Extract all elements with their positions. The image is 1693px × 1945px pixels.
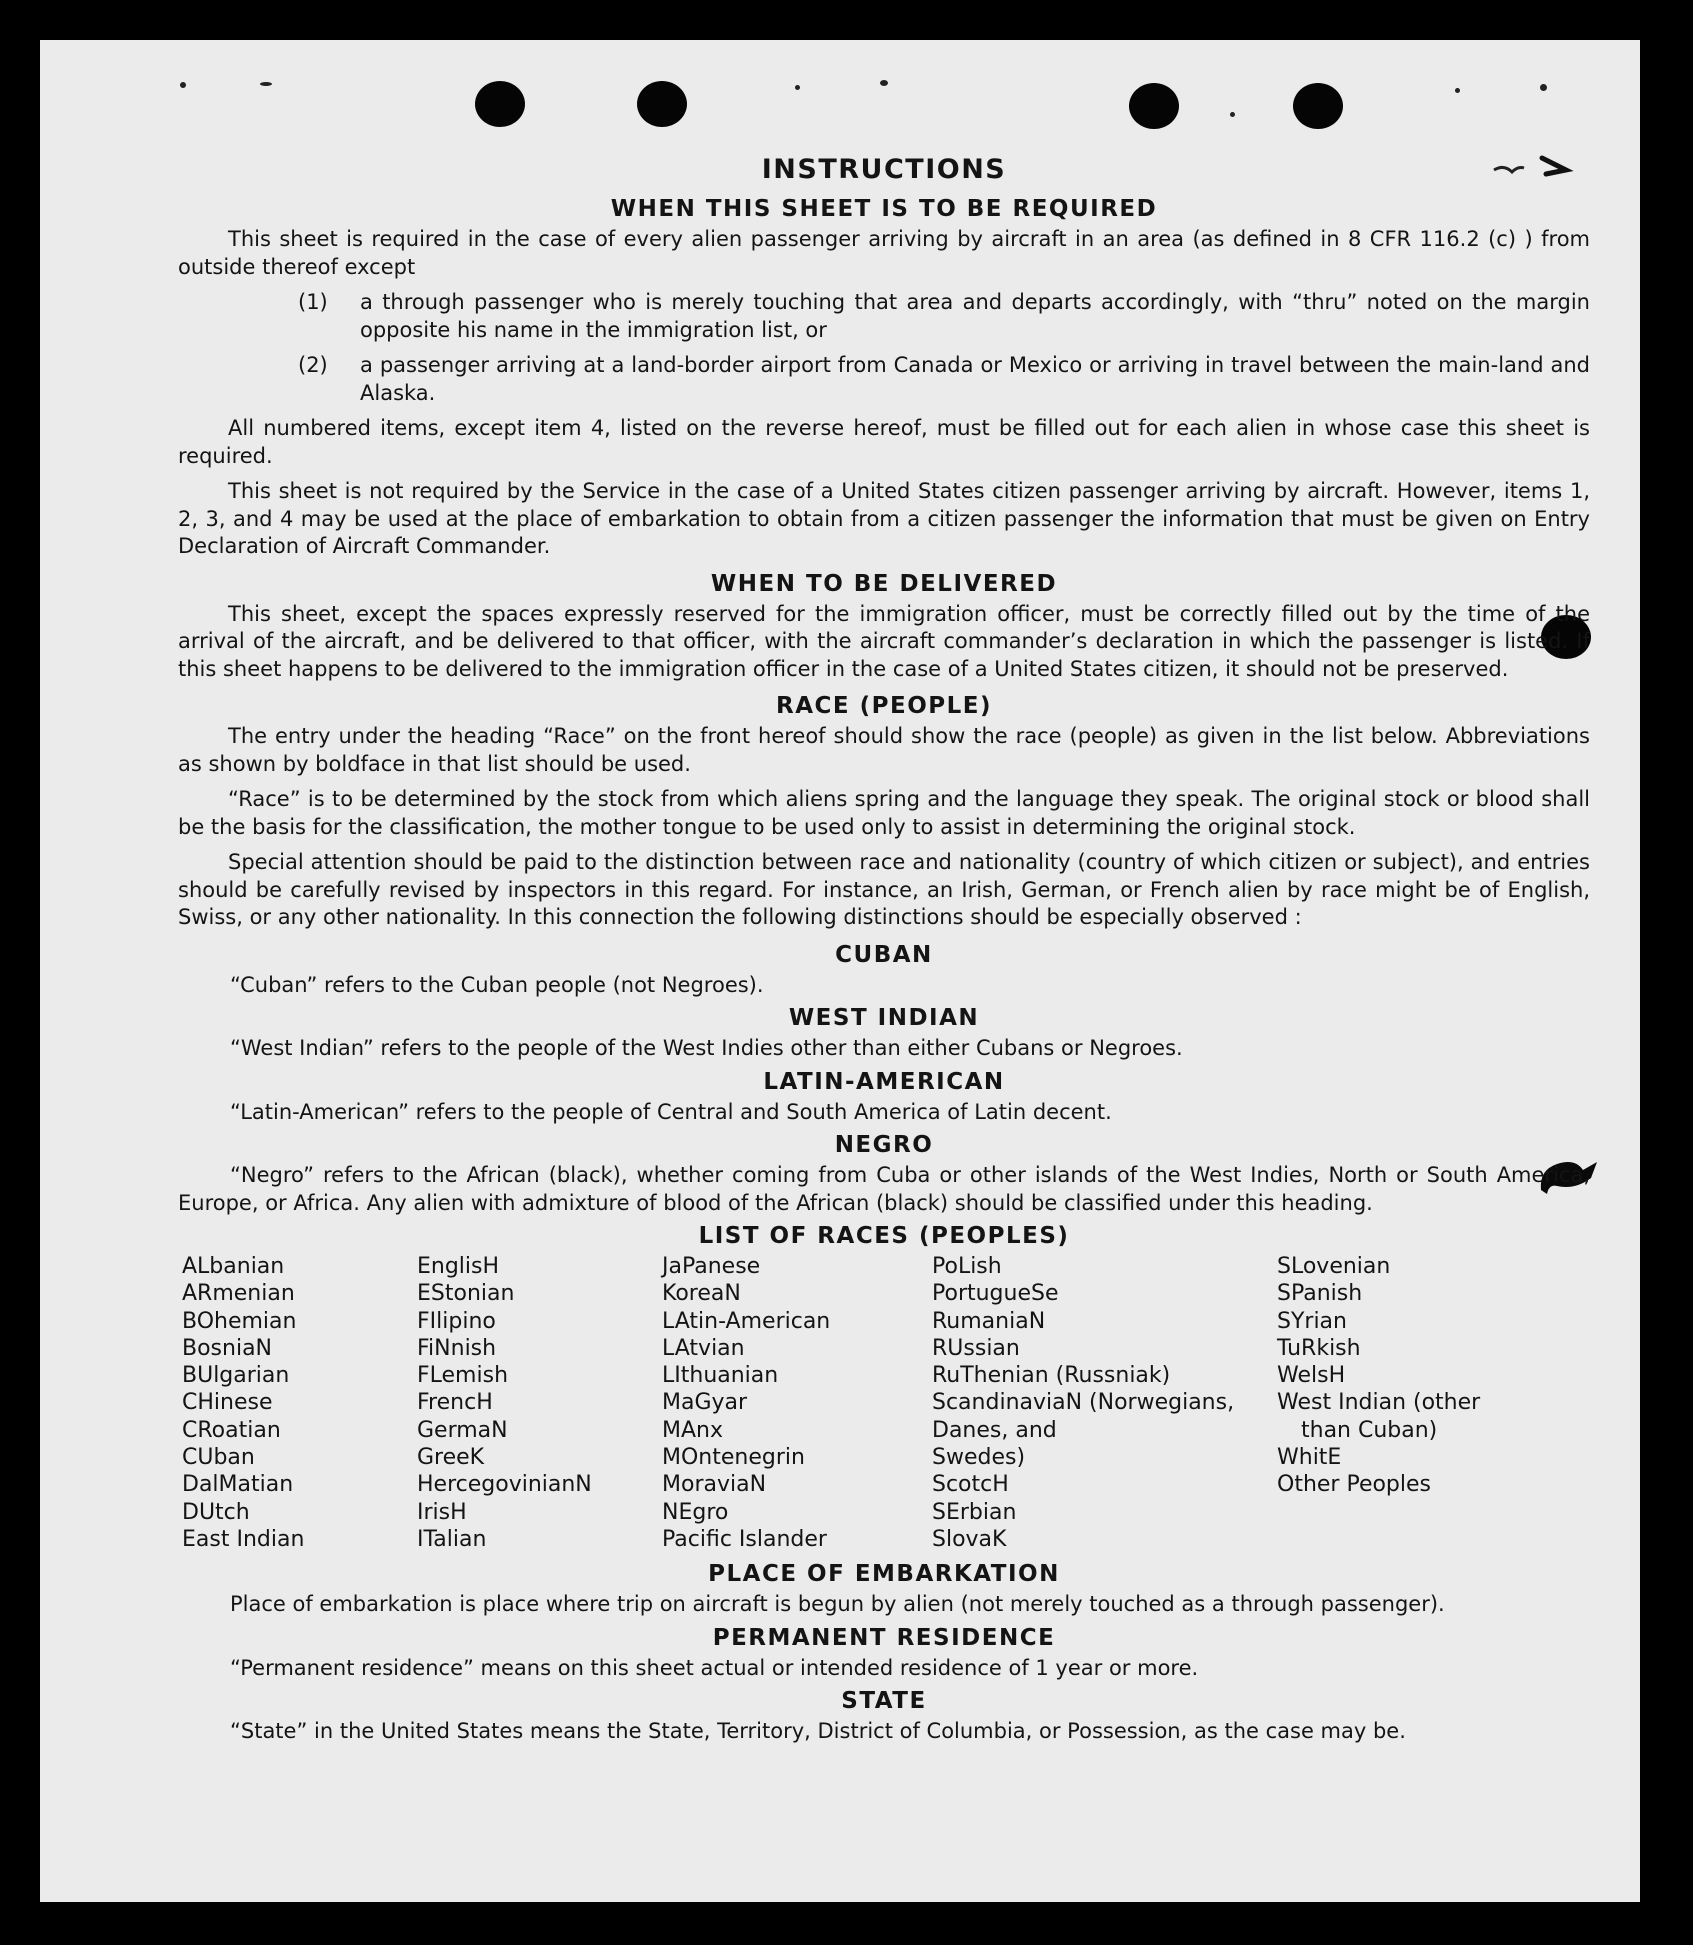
race-paragraph: Special attention should be paid to the distinction between race and nationality (country of which citizen or subject), and entries should be carefully revised by inspectors in this regard. For instance, an Irish, German, or French alien by race might be of English, Swiss, or any other nationality. In this connection the following distinctions should be especially observed : — [178, 850, 1590, 929]
race-column — [182, 1253, 417, 1553]
race-entry: WhitE — [1277, 1445, 1342, 1471]
race-entry: FiNnish — [417, 1335, 497, 1361]
race-entry: GermaN — [417, 1417, 508, 1443]
race-entry: Danes, and — [932, 1417, 1057, 1443]
race-entry: CRoatian — [182, 1417, 281, 1443]
race-entry: BUlgarian — [182, 1363, 290, 1389]
exception-number: (2) — [298, 353, 328, 377]
definition-heading: LATIN-AMERICAN — [763, 1068, 1005, 1095]
definition-text: “West Indian” refers to the people of the West Indies other than either Cubans or Negroes. — [230, 1036, 1183, 1060]
exception-item — [178, 352, 1590, 407]
race-entry: SlovaK — [932, 1526, 1007, 1552]
required-paragraph: All numbered items, except item 4, listed on the reverse hereof, must be filled out for each alien in whose case this sheet is required. — [178, 416, 1590, 468]
race-entry: MOntenegrin — [662, 1445, 805, 1471]
race-entry: WelsH — [1277, 1363, 1346, 1389]
definition-text: “Latin-American” refers to the people of Central and South America of Latin decent. — [230, 1099, 1112, 1124]
race-entry: FrencH — [417, 1390, 493, 1416]
section-heading-state: STATE — [841, 1688, 927, 1715]
section-heading-delivered: WHEN TO BE DELIVERED — [710, 570, 1058, 597]
required-paragraph: This sheet is not required by the Service in the case of a United States citizen passenger arriving by aircraft. However, items 1, 2, 3, and 4 may be used at the place of embarkation to obtain from a citizen passenger the information that must be given on Entry Declaration of Aircraft Commander. — [178, 479, 1590, 558]
race-entry: BosniaN — [182, 1335, 273, 1361]
definition-text: “Negro” refers to the African (black), whether coming from Cuba or other islands of the West Indies, North or South America, Europe, or Africa. Any alien with admixture of blood of the African (black) should be classified under this heading. — [178, 1163, 1590, 1215]
races-list-heading: LIST OF RACES (PEOPLES) — [698, 1223, 1070, 1249]
definition-heading: CUBAN — [835, 941, 933, 968]
race-paragraph: “Race” is to be determined by the stock from which aliens spring and the language they speak. The original stock or blood shall be the basis for the classification, the mother tongue to be used only to assist in determining the original stock. — [178, 787, 1590, 839]
race-column — [417, 1253, 662, 1553]
embarkation-text: Place of embarkation is place where trip on aircraft is begun by alien (not merely touched as a through passenger). — [230, 1592, 1445, 1617]
race-entry: NEgro — [662, 1499, 729, 1525]
race-entry: ALbanian — [182, 1254, 285, 1279]
ink-speck — [1455, 88, 1460, 93]
race-entry: FLemish — [417, 1363, 509, 1389]
race-entry: DalMatian — [182, 1472, 294, 1498]
race-entry: EStonian — [417, 1281, 515, 1307]
race-column — [1277, 1253, 1527, 1553]
punch-hole — [1129, 83, 1179, 129]
required-intro: This sheet is required in the case of every alien passenger arriving by aircraft in an area (as defined in 8 CFR 116.2 (c) ) from outside thereof except — [178, 227, 1590, 279]
document-sheet — [40, 40, 1640, 1902]
race-entry: RUssian — [932, 1335, 1020, 1361]
race-entry: ITalian — [417, 1526, 487, 1552]
section-heading-race: RACE (PEOPLE) — [776, 693, 992, 719]
race-entry: GreeK — [417, 1445, 485, 1471]
race-entry: MAnx — [662, 1417, 723, 1443]
race-entry: EnglisH — [417, 1254, 500, 1279]
state-text: “State” in the United States means the State, Territory, District of Columbia, or Possession, as the case may be. — [230, 1719, 1406, 1744]
race-entry: BOhemian — [182, 1308, 297, 1334]
race-entry: PoLish — [932, 1254, 1002, 1279]
race-column — [932, 1253, 1277, 1553]
race-entry: SYrian — [1277, 1308, 1347, 1334]
race-entry: CHinese — [182, 1390, 273, 1416]
punch-hole — [475, 81, 525, 127]
race-entry: HercegovinianN — [417, 1472, 592, 1498]
race-entry: MaGyar — [662, 1390, 748, 1416]
ink-speck — [260, 82, 272, 86]
exception-item — [178, 289, 1590, 344]
race-entry: than Cuban) — [1301, 1417, 1438, 1443]
race-entry: Other Peoples — [1277, 1472, 1432, 1498]
definition-text: “Cuban” refers to the Cuban people (not Negroes). — [230, 972, 764, 997]
race-entry: West Indian (other — [1277, 1390, 1481, 1416]
race-entry: Swedes) — [932, 1445, 1026, 1471]
ink-speck — [1540, 84, 1547, 91]
ink-speck — [795, 85, 800, 90]
races-list — [178, 1253, 1590, 1553]
definition-heading: NEGRO — [834, 1132, 934, 1158]
page-title: INSTRUCTIONS — [761, 154, 1007, 185]
race-entry: LIthuanian — [662, 1363, 779, 1389]
definition-heading: WEST INDIAN — [788, 1005, 980, 1031]
exception-text: a passenger arriving at a land-border airport from Canada or Mexico or arriving in travel between the main-land and Alaska. — [360, 353, 1590, 405]
race-column — [662, 1253, 932, 1553]
race-entry: ScandinaviaN (Norwegians, — [932, 1390, 1235, 1416]
section-heading-embarkation: PLACE OF EMBARKATION — [708, 1561, 1060, 1588]
race-entry: RuThenian (Russniak) — [932, 1363, 1171, 1389]
race-entry: SPanish — [1277, 1281, 1363, 1307]
section-heading-required: WHEN THIS SHEET IS TO BE REQUIRED — [610, 196, 1158, 222]
race-entry: LAtin-American — [662, 1308, 831, 1334]
section-heading-residence: PERMANENT RESIDENCE — [712, 1624, 1056, 1651]
race-entry: JaPanese — [662, 1254, 761, 1279]
delivered-paragraph: This sheet, except the spaces expressly reserved for the immigration officer, must be correctly filled out by the time of the arrival of the aircraft, and be delivered to that officer, with the aircraft commander’s declaration in which the passenger is listed. If this sheet happens to be delivered to the immigration officer in the case of a United States citizen, it should not be preserved. — [178, 601, 1590, 681]
race-entry: East Indian — [182, 1526, 305, 1552]
race-entry: ScotcH — [932, 1472, 1009, 1498]
race-entry: CUban — [182, 1445, 255, 1471]
punch-hole — [637, 81, 687, 127]
ink-speck — [180, 82, 186, 88]
residence-text: “Permanent residence” means on this sheet actual or intended residence of 1 year or more. — [230, 1655, 1199, 1680]
race-entry: LAtvian — [662, 1335, 745, 1361]
race-entry: MoraviaN — [662, 1472, 767, 1498]
ink-speck — [880, 80, 888, 86]
race-entry: DUtch — [182, 1499, 250, 1525]
race-entry: IrisH — [417, 1499, 467, 1525]
race-paragraph: The entry under the heading “Race” on the front hereof should show the race (people) as given in the list below. Abbreviations as shown by boldface in that list should be used. — [178, 724, 1590, 776]
race-entry: FIlipino — [417, 1308, 496, 1334]
race-entry: KoreaN — [662, 1281, 741, 1307]
race-entry: RumaniaN — [932, 1308, 1046, 1334]
race-entry: PortugueSe — [932, 1281, 1059, 1307]
punch-hole — [1293, 83, 1343, 129]
race-entry: TuRkish — [1277, 1335, 1361, 1361]
exception-number: (1) — [298, 290, 328, 314]
race-entry: ARmenian — [182, 1281, 295, 1307]
race-entry: Pacific Islander — [662, 1526, 827, 1552]
race-entry: SLovenian — [1277, 1254, 1391, 1279]
race-entry: SErbian — [932, 1499, 1017, 1525]
exception-text: a through passenger who is merely touching that area and departs accordingly, with “thru” noted on the margin opposite his name in the immigration list, or — [360, 290, 1590, 342]
instructions-content — [178, 152, 1590, 1750]
ink-speck — [1230, 112, 1235, 117]
